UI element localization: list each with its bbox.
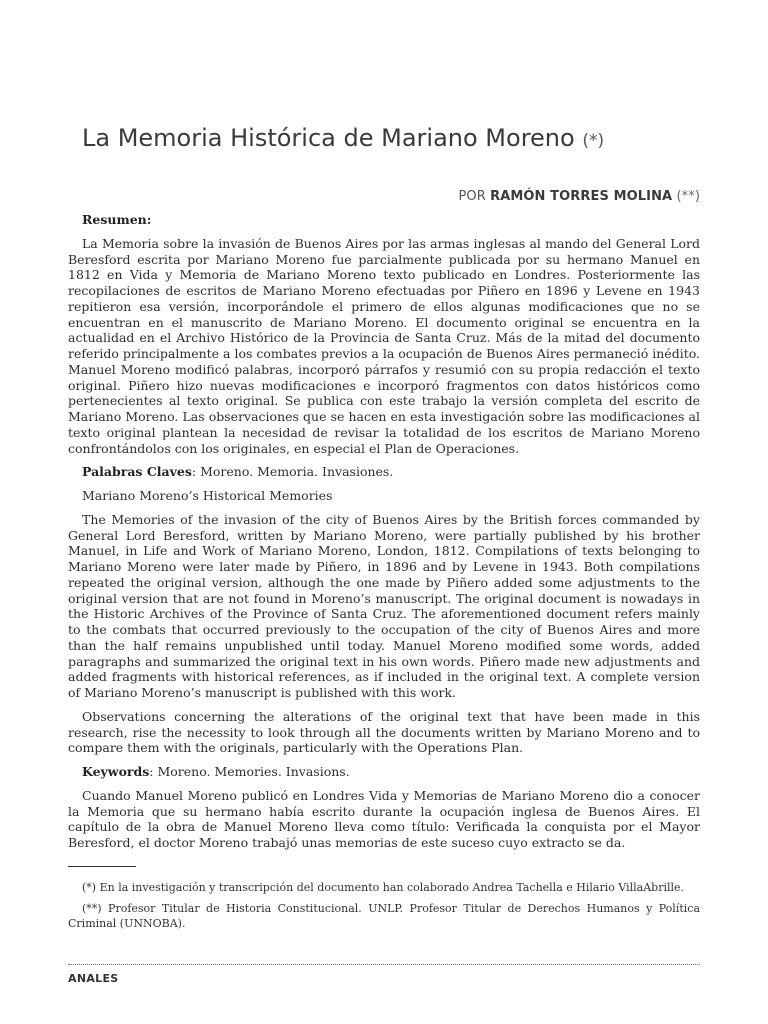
author-name: RAMÓN TORRES MOLINA: [490, 189, 673, 204]
page-title: [82, 121, 722, 158]
abstract-heading: Resumen:: [82, 212, 152, 227]
english-title: Mariano Moreno’s Historical Memories: [82, 488, 333, 503]
byline: [458, 189, 700, 204]
title-footnote-mark: (*): [582, 131, 605, 151]
english-paragraph-2: Observations concerning the alterations of the original text that have been made in this research, rise the necessity to look through all the documents written by Mariano Moreno and to compare them with the originals, particularly with the Operations Plan.: [68, 708, 700, 756]
footer-label: ANALES: [68, 972, 119, 985]
title-text: La Memoria Histórica de Mariano Moreno: [82, 124, 575, 152]
body-paragraph-1: Cuando Manuel Moreno publicó en Londres Vida y Memorias de Mariano Moreno dio a conocer la Memoria que su hermano había escrito durante la ocupación inglesa de Buenos Aires. El capítulo de la obra de Manuel Moreno lleva como título: Verificada la conquista por el Mayor Beresford, el doctor Moreno trabajó unas memorias de este suceso cuyo extracto se da.: [68, 787, 700, 850]
footnote-divider: [68, 866, 136, 867]
english-keywords: [68, 764, 700, 780]
footer-divider: [68, 964, 700, 965]
footnote-1: (*) En la investigación y transcripción del documento han colaborado Andrea Tachella e Hilario VillaAbrille.: [82, 881, 685, 894]
footnote-2: (**) Profesor Titular de Historia Constitucional. UNLP. Profesor Titular de Derechos Humanos y Política Criminal (UNNOBA).: [68, 902, 700, 930]
abstract-keywords: [68, 464, 700, 480]
footnotes: [68, 880, 700, 937]
abstract-paragraph: La Memoria sobre la invasión de Buenos Aires por las armas inglesas al mando del General Lord Beresford escrita por Mariano Moreno fue parcialmente publicada por su hermano Manuel en 1812 en Vida y Memoria de Mariano Moreno texto publicado en Londres. Posteriormente las recopilaciones de escritos de Mariano Moreno efectuadas por Piñero en 1896 y Levene en 1943 repitieron esa versión, incorporándole el primero de ellos algunas modificaciones que no se encuentran en el manuscrito de Mariano Moreno. El documento original se encuentra en la actualidad en el Archivo Histórico de la Provincia de Santa Cruz. Más de la mitad del documento referido principalmente a los combates previos a la ocupación de Buenos Aires permaneció inédito. Manuel Moreno modificó palabras, incorporó párrafos y resumió con su propia redacción el texto original. Piñero hizo nuevas modificaciones e incorporó fragmentos con datos históricos como pertenecientes al texto original. Se publica con este trabajo la versión completa del escrito de Mariano Moreno. Las observaciones que se hacen en esta investigación sobre las modificaciones al texto original plantean la necesidad de revisar la totalidad de los escritos de Mariano Moreno confrontándolos con los originales, en especial el Plan de Operaciones.: [68, 235, 700, 456]
keywords-label: Palabras Claves: [82, 464, 192, 480]
keywords-list: : Moreno. Memoria. Invasiones.: [191, 464, 394, 480]
author-footnote-mark: (**): [676, 189, 700, 204]
english-keywords-list: : Moreno. Memories. Invasions.: [149, 764, 350, 779]
byline-prefix: POR: [458, 189, 486, 204]
english-paragraph-1: The Memories of the invasion of the city of Buenos Aires by the British forces commanded by General Lord Beresford, written by Mariano Moreno, were partially published by his brother Manuel, in Life and Work of Mariano Moreno, London, 1812. Compilations of texts belonging to Mariano Moreno were later made by Piñero, in 1896 and by Levene in 1943. Both compilations repeated the original version, although the one made by Piñero added some adjustments to the original version that are not found in Moreno’s manuscript. The original document is nowadays in the Historic Archives of the Province of Santa Cruz. The aforementioned document refers mainly to the combats that occurred previously to the occupation of the city of Buenos Aires and more than the half remains unpublished until today. Manuel Moreno modified some words, added paragraphs and summarized the original text in his own words. Piñero made new adjustments and added fragments with historical references, as if included in the original text. A complete version of Mariano Moreno’s manuscript is published with this work.: [68, 511, 700, 700]
english-keywords-label: Keywords: [82, 764, 150, 779]
article-body: [68, 212, 700, 859]
